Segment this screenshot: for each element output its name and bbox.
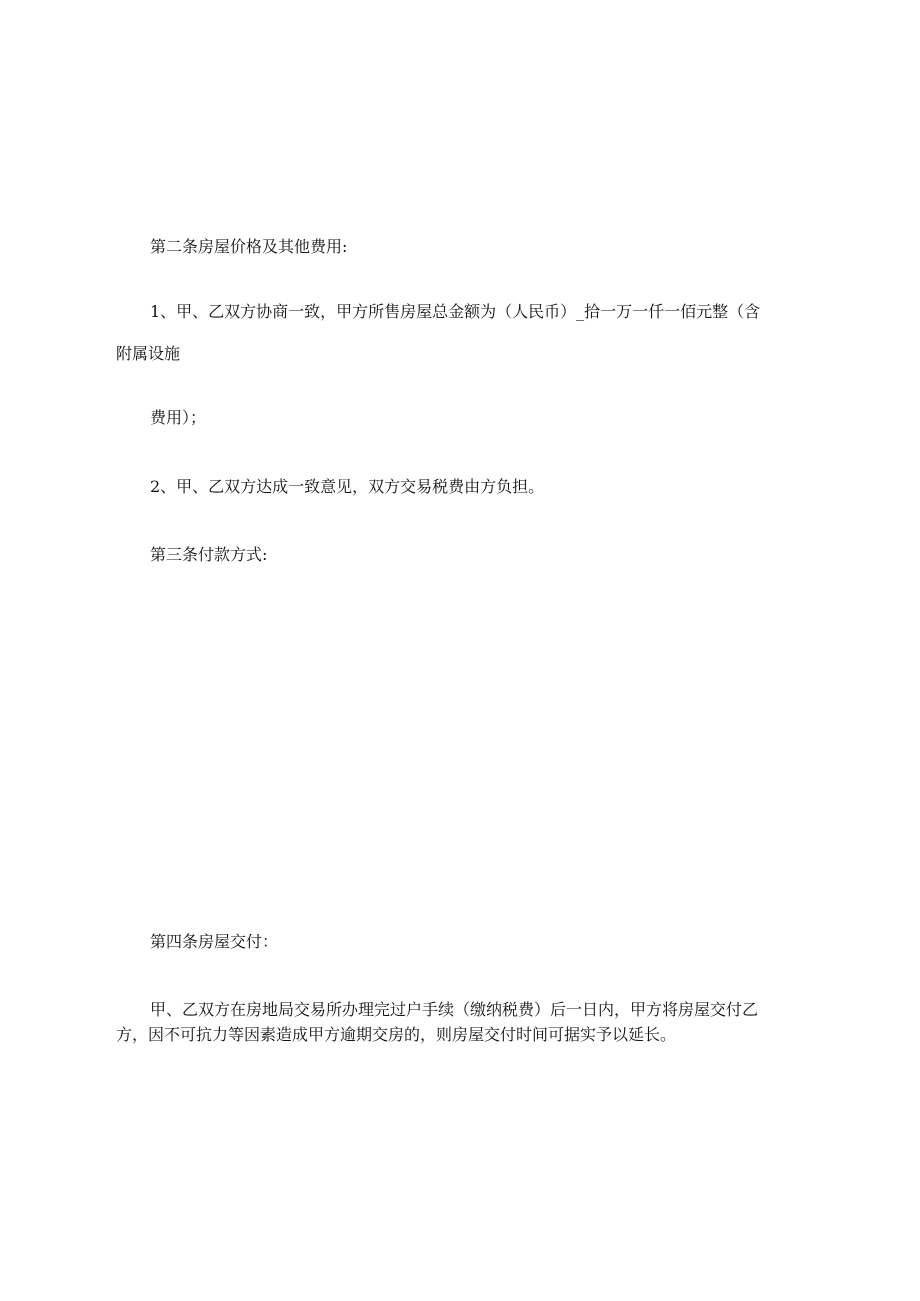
article-2-item-2: 2、甲、乙双方达成一致意见，双方交易税费由方负担。 <box>150 477 545 496</box>
article-2-item-1-line-2: 附属设施 <box>116 344 181 363</box>
article-4-heading: 第四条房屋交付： <box>150 932 279 951</box>
article-4-paragraph-line-2: 方，因不可抗力等因素造成甲方逾期交房的，则房屋交付时间可据实予以延长。 <box>116 1025 677 1044</box>
article-2-item-1-line-1: 1、甲、乙双方协商一致，甲方所售房屋总金额为（人民币）_拾一万一仟一佰元整（含 <box>150 302 761 321</box>
article-3-heading: 第三条付款方式: <box>150 545 268 564</box>
article-2-heading: 第二条房屋价格及其他费用: <box>150 237 348 256</box>
article-2-item-1-line-3: 费用）； <box>150 408 207 427</box>
article-4-paragraph-line-1: 甲、乙双方在房地局交易所办理完过户手续（缴纳税费）后一日内，甲方将房屋交付乙 <box>150 1000 759 1019</box>
